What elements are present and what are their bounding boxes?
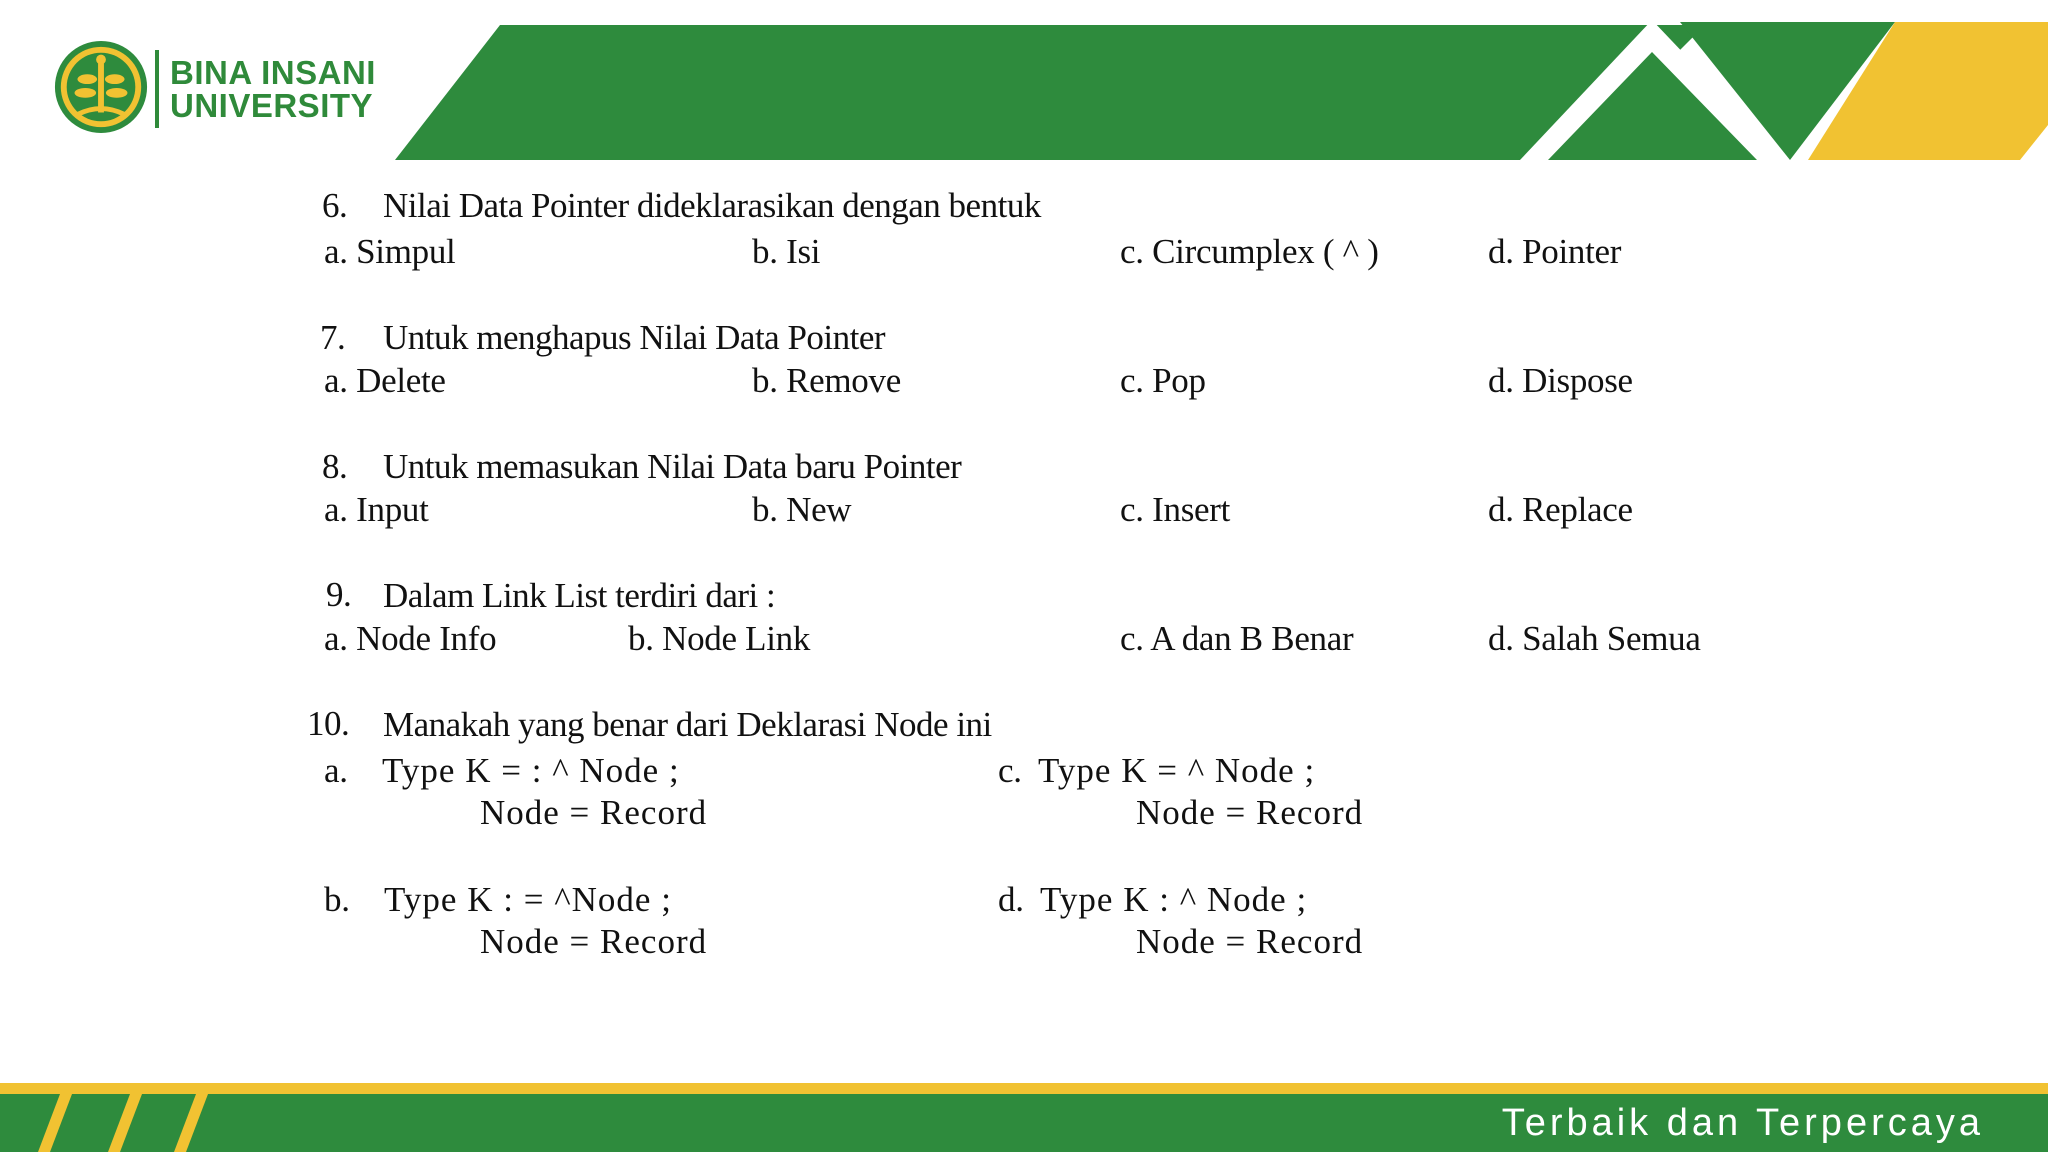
- question-7-text: Untuk menghapus Nilai Data Pointer: [383, 318, 886, 357]
- question-7-number: 7.: [320, 318, 346, 357]
- university-logo-icon: [52, 38, 150, 136]
- question-7-option-c: c. Pop: [1120, 361, 1206, 400]
- question-10-option-a-line2: Node = Record: [480, 793, 708, 832]
- logo-line-1: BINA INSANI: [170, 54, 376, 91]
- logo-line-2: UNIVERSITY: [170, 87, 374, 124]
- question-10-option-d-line2: Node = Record: [1136, 922, 1364, 961]
- question-6-option-c: c. Circumplex ( ^ ): [1120, 232, 1379, 271]
- question-10-option-d-line1: Type K : ^ Node ;: [1040, 880, 1308, 919]
- question-9-option-c: c. A dan B Benar: [1120, 619, 1354, 658]
- question-8-option-d: d. Replace: [1488, 490, 1633, 529]
- question-10-option-b-line1: Type K : = ^Node ;: [384, 880, 672, 919]
- question-8-option-a: a. Input: [324, 490, 429, 529]
- question-6-option-b: b. Isi: [752, 232, 821, 271]
- question-6-text: Nilai Data Pointer dideklarasikan dengan bentuk: [383, 186, 1041, 225]
- question-9-option-b: b. Node Link: [628, 619, 811, 658]
- question-10-option-c-line2: Node = Record: [1136, 793, 1364, 832]
- question-6-number: 6.: [322, 186, 348, 225]
- banner-green-band: [395, 25, 1705, 160]
- footer-stripes-decoration: [0, 1094, 230, 1152]
- question-8-option-c: c. Insert: [1120, 490, 1231, 529]
- question-10-text: Manakah yang benar dari Deklarasi Node ini: [383, 705, 992, 744]
- question-10-option-c-line1: Type K = ^ Node ;: [1038, 751, 1316, 790]
- question-7-option-a: a. Delete: [324, 361, 446, 400]
- question-9-text: Dalam Link List terdiri dari :: [383, 576, 776, 615]
- question-10-option-a-line1: Type K = : ^ Node ;: [382, 751, 680, 790]
- question-10-option-c-label: c.: [998, 751, 1022, 790]
- question-10-option-d-label: d.: [998, 880, 1024, 919]
- question-8-text: Untuk memasukan Nilai Data baru Pointer: [383, 447, 962, 486]
- footer-tagline: Terbaik dan Terpercaya: [1501, 1102, 1984, 1144]
- question-7-option-b: b. Remove: [752, 361, 901, 400]
- footer-yellow-strip: [0, 1083, 2048, 1094]
- question-6-option-d: d. Pointer: [1488, 232, 1622, 271]
- question-10-option-b-line2: Node = Record: [480, 922, 708, 961]
- university-name: [170, 56, 376, 122]
- question-10-number: 10.: [307, 704, 350, 743]
- logo-divider: [155, 50, 159, 128]
- question-9-number: 9.: [326, 575, 352, 614]
- question-8-option-b: b. New: [752, 490, 852, 529]
- question-6-option-a: a. Simpul: [324, 232, 456, 271]
- question-8-number: 8.: [322, 447, 348, 486]
- question-9-option-d: d. Salah Semua: [1488, 619, 1701, 658]
- question-10-option-a-label: a.: [324, 751, 348, 790]
- question-7-option-d: d. Dispose: [1488, 361, 1633, 400]
- question-10-option-b-label: b.: [324, 880, 350, 919]
- question-9-option-a: a. Node Info: [324, 619, 497, 658]
